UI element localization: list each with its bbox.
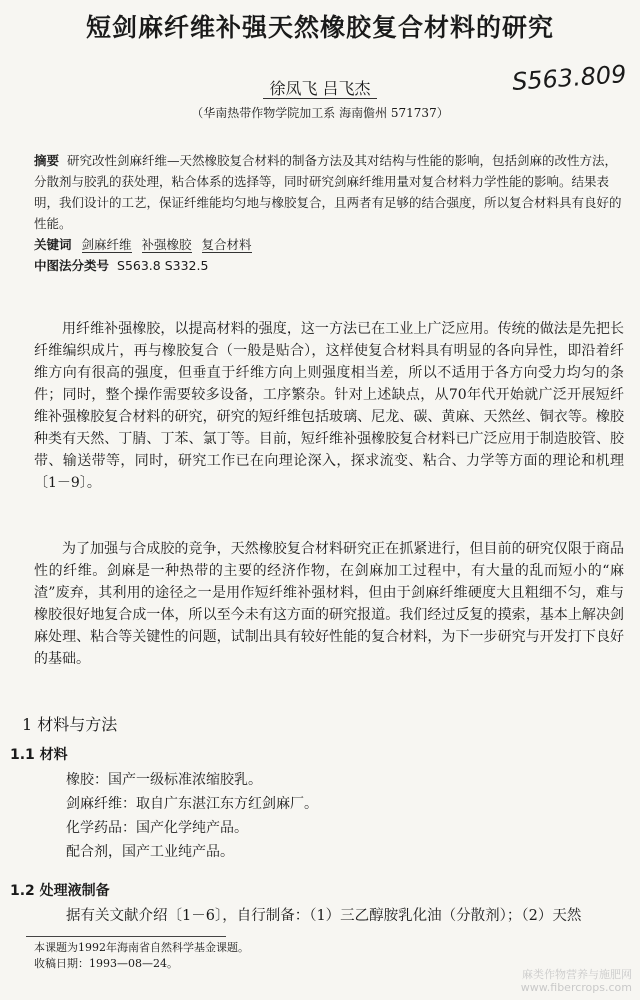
materials-list xyxy=(66,768,318,864)
intro-paragraph-1: 用纤维补强橡胶，以提高材料的强度，这一方法已在工业上广泛应用。传统的做法是先把长纤维编织成片，再与橡胶复合（一般是贴合），这样使复合材料具有明显的各向异性，即沿着纤维方向有很高的强度，但垂直于纤维方向上则强度相当差，所以不适用于各方向受力均匀的条件；同时，整个操作需要较多设备，工序繁杂。针对上述缺点，从70年代开始就广泛开展短纤维补强橡胶复合材料的研究，研究的短纤维包括玻璃、尼龙、碳、黄麻、天然丝、铜衣等。橡胶种类有天然、丁腈、丁苯、氯丁等。目前，短纤维补强橡胶复合材料已广泛应用于制造胶管、胶带、输送带等，同时，研究工作已在向理论深入，探求流变、粘合、力学等方面的理论和机理〔1－9〕。 xyxy=(34,321,624,491)
watermark-line: 麻类作物营养与施肥网 xyxy=(522,968,632,981)
list-item: 配合剂，国产工业纯产品。 xyxy=(66,844,234,860)
abstract-text: 研究改性剑麻纤维—天然橡胶复合材料的制备方法及其对结构与性能的影响，包括剑麻的改性方法，分散剂与胶乳的获处理，粘合体系的选择等，同时研究剑麻纤维用量对复合材料力学性能的影响。结果表明，我们设计的工艺，保证纤维能均匀地与橡胶复合，且两者有足够的结合强度，所以复合材料具有良好的性能。 xyxy=(34,153,622,231)
paper-title: 短剑麻纤维补强天然橡胶复合材料的研究 xyxy=(85,13,554,42)
abstract-label: 摘要 xyxy=(34,153,60,168)
abstract-block xyxy=(34,150,622,276)
handwritten-classification-note: S563.809 xyxy=(510,60,627,96)
clc-number xyxy=(34,255,622,276)
keyword-item: 复合材料 xyxy=(201,237,252,252)
watermark xyxy=(521,968,632,994)
abstract xyxy=(34,150,622,234)
author-line xyxy=(0,76,640,99)
keyword-item: 剑麻纤维 xyxy=(81,237,132,252)
clc-value: S563.8 S332.5 xyxy=(117,258,209,273)
procedure-text: 据有关文献介绍〔1－6〕，自行制备：（1）三乙醇胺乳化油（分散剂）；（2）天然 xyxy=(66,908,582,924)
watermark-line: www.fibercrops.com xyxy=(520,981,632,994)
subsection-heading: 1.2 处理液制备 xyxy=(10,883,110,899)
keyword-item: 补强橡胶 xyxy=(141,237,192,252)
authors: 徐凤飞 吕飞杰 xyxy=(263,79,376,99)
clc-label: 中图法分类号 xyxy=(34,258,110,273)
footnote: 收稿日期：1993—08—24。 xyxy=(34,957,178,970)
footnote: 本课题为1992年海南省自然科学基金课题。 xyxy=(34,941,249,954)
section-heading: 1 材料与方法 xyxy=(22,715,118,734)
affiliation: （华南热带作物学院加工系 海南儋州 571737） xyxy=(191,106,449,120)
list-item: 剑麻纤维：取自广东湛江东方红剑麻厂。 xyxy=(66,796,318,812)
keywords-label: 关键词 xyxy=(34,237,72,252)
subsection-heading: 1.1 材料 xyxy=(10,747,68,763)
footnotes xyxy=(34,940,249,972)
keywords xyxy=(34,234,622,255)
list-item: 橡胶：国产一级标准浓缩胶乳。 xyxy=(66,772,262,788)
intro-paragraph-2: 为了加强与合成胶的竞争，天然橡胶复合材料研究正在抓紧进行，但目前的研究仅限于商品性的纤维。剑麻是一种热带的主要的经济作物，在剑麻加工过程中，有大量的乱而短小的“麻渣”废弃，其利用的途径之一是用作短纤维补强材料，但由于剑麻纤维硬度大且粗细不匀，难与橡胶很好地复合成一体，所以至今未有这方面的研究报道。我们经过反复的摸索，基本上解决剑麻处理、粘合等关键性的问题，试制出具有较好性能的复合材料，为下一步研究与开发打下良好的基础。 xyxy=(34,541,624,667)
footnote-divider xyxy=(26,936,226,937)
list-item: 化学药品：国产化学纯产品。 xyxy=(66,820,248,836)
